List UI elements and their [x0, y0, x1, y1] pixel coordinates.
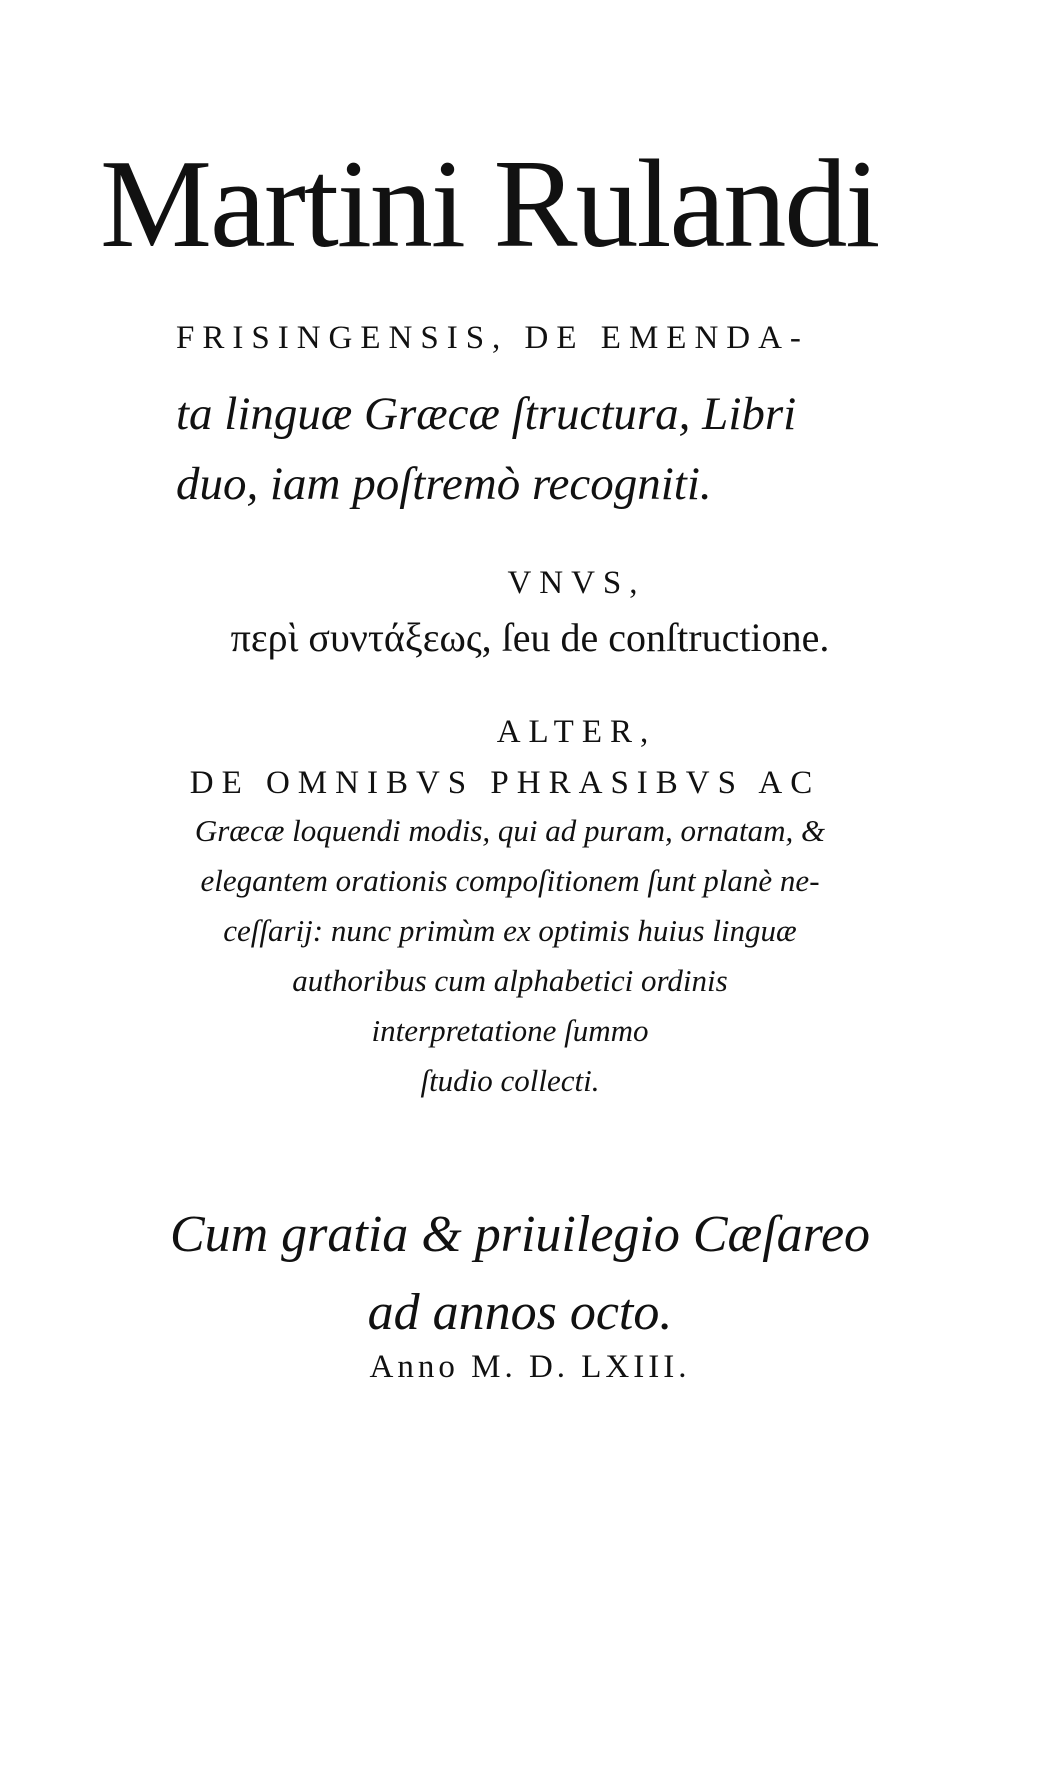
book-two-body-line: Græcæ loquendi modis, qui ad puram, ornatam, &: [194, 813, 826, 848]
book-two-body-line: ſtudio collecti.: [420, 1063, 600, 1098]
privilege-line: Cum gratia & priuilegio Cæſareo: [169, 1206, 871, 1263]
book-one-description: περὶ συντάξεως, ſeu de conſtructione.: [230, 615, 830, 660]
book-two-body-line: elegantem orationis compoſitionem ſunt planè ne-: [200, 863, 820, 898]
book-two-body-line: interpretatione ſummo: [371, 1013, 649, 1048]
subtitle-italic-line: ta linguæ Græcæ ſtructura, Libri: [176, 388, 797, 440]
subtitle-italic-line: duo, iam poſtremò recogniti.: [176, 458, 712, 510]
author-title: Martini Rulandi: [100, 135, 879, 274]
publication-date: Anno M. D. LXIII.: [369, 1349, 691, 1385]
book-one-heading: VNVS,: [507, 565, 646, 601]
book-two-body-line: ceſſarij: nunc primùm ex optimis huius linguæ: [223, 913, 797, 948]
book-two-body-line: authoribus cum alphabetici ordinis: [292, 963, 728, 998]
privilege-line: ad annos octo.: [367, 1284, 673, 1341]
subtitle-caps-line: FRISINGENSIS, DE EMENDA-: [176, 320, 809, 356]
book-two-heading: ALTER,: [496, 714, 657, 750]
book-two-caps-line: DE OMNIBVS PHRASIBVS AC: [189, 765, 821, 801]
